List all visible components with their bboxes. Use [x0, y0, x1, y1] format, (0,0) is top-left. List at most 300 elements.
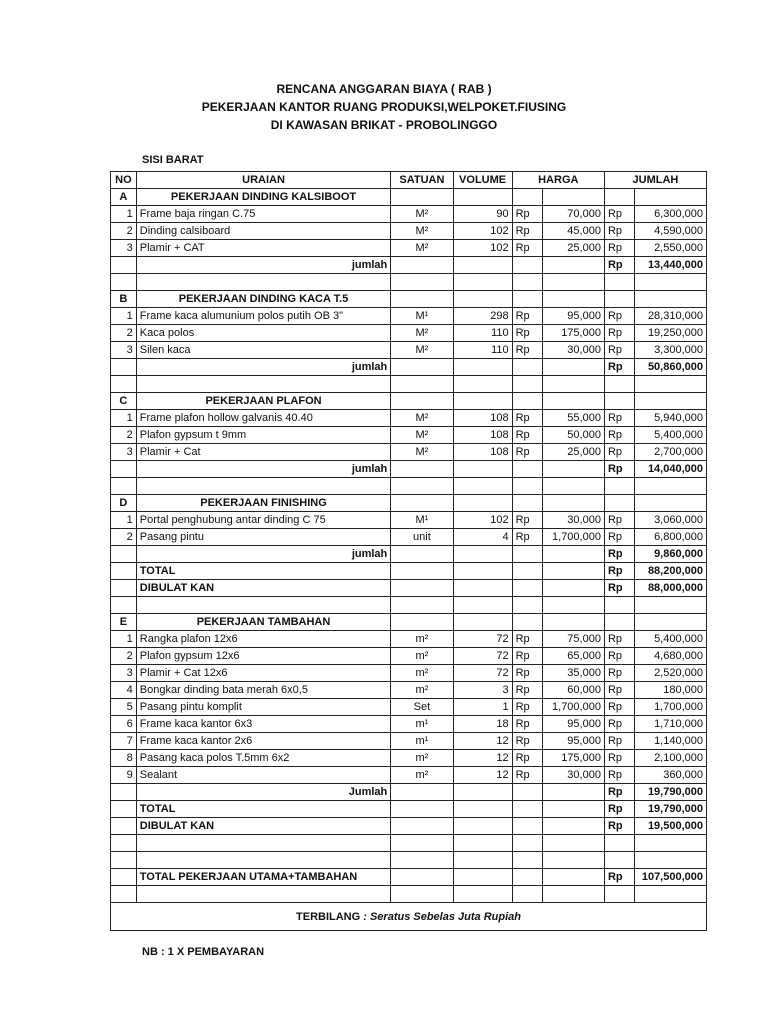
item-harga-currency: Rp: [512, 342, 542, 359]
empty-cell: [391, 495, 453, 512]
empty-cell: [512, 801, 542, 818]
item-jumlah-currency: Rp: [604, 223, 634, 240]
item-volume: 72: [453, 631, 512, 648]
blank-row: [111, 376, 707, 393]
item-satuan: m²: [391, 648, 453, 665]
item-volume: 102: [453, 512, 512, 529]
subtotal-currency: Rp: [604, 784, 634, 801]
item-jumlah-currency: Rp: [604, 427, 634, 444]
section-title: PEKERJAAN DINDING KACA T.5: [136, 291, 391, 308]
item-uraian: Plafon gypsum t 9mm: [136, 427, 391, 444]
item-harga-currency: Rp: [512, 733, 542, 750]
item-no: 3: [111, 240, 137, 257]
item-harga-currency: Rp: [512, 716, 542, 733]
item-uraian: Bongkar dinding bata merah 6x0,5: [136, 682, 391, 699]
empty-cell: [635, 291, 707, 308]
item-volume: 12: [453, 733, 512, 750]
empty-cell: [136, 852, 391, 869]
empty-cell: [453, 359, 512, 376]
total-value: 19,790,000: [635, 801, 707, 818]
total-row: [111, 563, 707, 580]
empty-cell: [635, 189, 707, 206]
item-volume: 12: [453, 767, 512, 784]
section-row: [111, 495, 707, 512]
item-harga: 30,000: [542, 767, 604, 784]
item-harga-currency: Rp: [512, 699, 542, 716]
empty-cell: [453, 886, 512, 903]
item-no: 6: [111, 716, 137, 733]
empty-cell: [604, 393, 634, 410]
item-satuan: M²: [391, 325, 453, 342]
empty-cell: [635, 614, 707, 631]
item-satuan: M²: [391, 410, 453, 427]
table-row: [111, 648, 707, 665]
item-volume: 72: [453, 648, 512, 665]
item-jumlah-currency: Rp: [604, 767, 634, 784]
empty-cell: [512, 291, 542, 308]
item-volume: 108: [453, 410, 512, 427]
item-satuan: m¹: [391, 733, 453, 750]
item-harga-currency: Rp: [512, 410, 542, 427]
empty-cell: [512, 614, 542, 631]
item-no: 3: [111, 665, 137, 682]
empty-cell: [512, 495, 542, 512]
item-jumlah: 180,000: [635, 682, 707, 699]
table-row: [111, 767, 707, 784]
item-no: 1: [111, 410, 137, 427]
section-no: C: [111, 393, 137, 410]
empty-cell: [391, 461, 453, 478]
total-currency: Rp: [604, 563, 634, 580]
empty-cell: [635, 835, 707, 852]
table-row: [111, 682, 707, 699]
empty-cell: [453, 291, 512, 308]
total-value: 107,500,000: [635, 869, 707, 886]
item-harga-currency: Rp: [512, 240, 542, 257]
table-row: [111, 223, 707, 240]
header-jumlah: JUMLAH: [604, 172, 706, 189]
item-no: 1: [111, 512, 137, 529]
total-row: [111, 818, 707, 835]
item-jumlah-currency: Rp: [604, 631, 634, 648]
item-uraian: Sealant: [136, 767, 391, 784]
item-jumlah: 1,140,000: [635, 733, 707, 750]
empty-cell: [453, 546, 512, 563]
item-satuan: m¹: [391, 716, 453, 733]
section-subtitle: SISI BARAT: [142, 154, 204, 166]
item-jumlah: 1,700,000: [635, 699, 707, 716]
table-row: [111, 444, 707, 461]
item-no: 9: [111, 767, 137, 784]
empty-cell: [512, 563, 542, 580]
subtotal-value: 13,440,000: [635, 257, 707, 274]
empty-cell: [604, 189, 634, 206]
item-no: 2: [111, 529, 137, 546]
table-row: [111, 733, 707, 750]
item-uraian: Plafon gypsum 12x6: [136, 648, 391, 665]
item-satuan: M¹: [391, 512, 453, 529]
empty-cell: [635, 376, 707, 393]
item-harga: 35,000: [542, 665, 604, 682]
item-jumlah: 5,940,000: [635, 410, 707, 427]
empty-cell: [604, 886, 634, 903]
empty-cell: [542, 818, 604, 835]
empty-cell: [391, 478, 453, 495]
section-no: B: [111, 291, 137, 308]
item-jumlah: 3,300,000: [635, 342, 707, 359]
empty-cell: [512, 257, 542, 274]
item-uraian: Frame kaca kantor 2x6: [136, 733, 391, 750]
empty-cell: [453, 869, 512, 886]
empty-cell: [512, 376, 542, 393]
empty-cell: [542, 784, 604, 801]
empty-cell: [136, 376, 391, 393]
item-jumlah: 28,310,000: [635, 308, 707, 325]
total-value: 88,000,000: [635, 580, 707, 597]
empty-cell: [542, 546, 604, 563]
empty-cell: [391, 869, 453, 886]
empty-cell: [391, 835, 453, 852]
blank-row: [111, 886, 707, 903]
header-satuan: SATUAN: [391, 172, 453, 189]
header-uraian: URAIAN: [136, 172, 391, 189]
empty-cell: [604, 835, 634, 852]
empty-cell: [542, 835, 604, 852]
total-row: [111, 580, 707, 597]
empty-cell: [512, 461, 542, 478]
empty-cell: [542, 563, 604, 580]
subtotal-currency: Rp: [604, 359, 634, 376]
empty-cell: [512, 189, 542, 206]
empty-cell: [391, 784, 453, 801]
item-no: 8: [111, 750, 137, 767]
empty-cell: [604, 597, 634, 614]
item-harga-currency: Rp: [512, 767, 542, 784]
blank-row: [111, 274, 707, 291]
item-no: 2: [111, 427, 137, 444]
table-body: [111, 189, 707, 903]
item-harga: 1,700,000: [542, 529, 604, 546]
item-jumlah-currency: Rp: [604, 529, 634, 546]
section-no: A: [111, 189, 137, 206]
empty-cell: [512, 274, 542, 291]
item-no: 2: [111, 325, 137, 342]
subtotal-currency: Rp: [604, 461, 634, 478]
item-satuan: M²: [391, 240, 453, 257]
empty-cell: [453, 393, 512, 410]
table-row: [111, 716, 707, 733]
subtotal-label: Jumlah: [136, 784, 391, 801]
total-row: [111, 801, 707, 818]
item-volume: 1: [453, 699, 512, 716]
empty-cell: [391, 189, 453, 206]
empty-cell: [391, 886, 453, 903]
item-volume: 108: [453, 444, 512, 461]
item-jumlah: 3,060,000: [635, 512, 707, 529]
subtotal-value: 14,040,000: [635, 461, 707, 478]
empty-cell: [604, 614, 634, 631]
empty-cell: [111, 376, 137, 393]
empty-cell: [604, 274, 634, 291]
blank-row: [111, 852, 707, 869]
header-harga: HARGA: [512, 172, 604, 189]
item-jumlah-currency: Rp: [604, 699, 634, 716]
subtotal-value: 19,790,000: [635, 784, 707, 801]
empty-cell: [111, 886, 137, 903]
empty-cell: [391, 376, 453, 393]
item-satuan: m²: [391, 767, 453, 784]
item-harga: 45,000: [542, 223, 604, 240]
empty-cell: [111, 274, 137, 291]
item-no: 1: [111, 631, 137, 648]
subtotal-value: 9,860,000: [635, 546, 707, 563]
empty-cell: [453, 257, 512, 274]
empty-cell: [542, 376, 604, 393]
item-volume: 90: [453, 206, 512, 223]
item-volume: 18: [453, 716, 512, 733]
total-label: TOTAL: [136, 801, 391, 818]
item-uraian: Rangka plafon 12x6: [136, 631, 391, 648]
empty-cell: [453, 478, 512, 495]
item-harga-currency: Rp: [512, 648, 542, 665]
item-harga-currency: Rp: [512, 529, 542, 546]
item-uraian: Dinding calsiboard: [136, 223, 391, 240]
total-row: [111, 869, 707, 886]
empty-cell: [542, 393, 604, 410]
item-jumlah: 2,100,000: [635, 750, 707, 767]
item-jumlah: 2,520,000: [635, 665, 707, 682]
item-uraian: Frame baja ringan C.75: [136, 206, 391, 223]
empty-cell: [512, 580, 542, 597]
item-jumlah-currency: Rp: [604, 716, 634, 733]
item-volume: 110: [453, 325, 512, 342]
item-harga: 65,000: [542, 648, 604, 665]
item-harga: 1,700,000: [542, 699, 604, 716]
subtotal-row: [111, 257, 707, 274]
empty-cell: [512, 869, 542, 886]
table-row: [111, 699, 707, 716]
empty-cell: [111, 835, 137, 852]
item-satuan: Set: [391, 699, 453, 716]
empty-cell: [542, 478, 604, 495]
item-satuan: m²: [391, 631, 453, 648]
total-label: TOTAL: [136, 563, 391, 580]
item-harga: 95,000: [542, 733, 604, 750]
empty-cell: [391, 274, 453, 291]
subtotal-label: jumlah: [136, 359, 391, 376]
item-harga: 30,000: [542, 342, 604, 359]
title-line-2: PEKERJAAN KANTOR RUANG PRODUKSI,WELPOKET.FIUSING: [201, 100, 567, 114]
empty-cell: [391, 291, 453, 308]
table-row: [111, 342, 707, 359]
table-row: [111, 512, 707, 529]
empty-cell: [136, 478, 391, 495]
item-volume: 298: [453, 308, 512, 325]
item-jumlah: 2,550,000: [635, 240, 707, 257]
item-uraian: Silen kaca: [136, 342, 391, 359]
item-harga: 50,000: [542, 427, 604, 444]
empty-cell: [136, 886, 391, 903]
empty-cell: [635, 393, 707, 410]
section-title: PEKERJAAN PLAFON: [136, 393, 391, 410]
terbilang-cell: [111, 903, 707, 931]
item-volume: 108: [453, 427, 512, 444]
item-harga-currency: Rp: [512, 631, 542, 648]
item-harga: 175,000: [542, 750, 604, 767]
empty-cell: [111, 563, 137, 580]
item-volume: 110: [453, 342, 512, 359]
subtotal-label: jumlah: [136, 546, 391, 563]
item-jumlah-currency: Rp: [604, 444, 634, 461]
item-satuan: m²: [391, 682, 453, 699]
header-row: [111, 172, 707, 189]
item-no: 2: [111, 223, 137, 240]
item-harga: 70,000: [542, 206, 604, 223]
empty-cell: [391, 852, 453, 869]
item-uraian: Pasang pintu komplit: [136, 699, 391, 716]
title-line-1: RENCANA ANGGARAN BIAYA ( RAB ): [276, 82, 492, 96]
item-jumlah-currency: Rp: [604, 342, 634, 359]
item-jumlah: 19,250,000: [635, 325, 707, 342]
empty-cell: [604, 495, 634, 512]
item-satuan: M²: [391, 342, 453, 359]
item-harga-currency: Rp: [512, 512, 542, 529]
terbilang-value: : Seratus Sebelas Juta Rupiah: [363, 910, 521, 923]
section-row: [111, 614, 707, 631]
empty-cell: [391, 546, 453, 563]
item-jumlah: 1,710,000: [635, 716, 707, 733]
item-uraian: Kaca polos: [136, 325, 391, 342]
item-no: 1: [111, 206, 137, 223]
item-harga: 95,000: [542, 308, 604, 325]
total-currency: Rp: [604, 801, 634, 818]
empty-cell: [111, 580, 137, 597]
empty-cell: [604, 291, 634, 308]
item-jumlah: 6,300,000: [635, 206, 707, 223]
empty-cell: [542, 359, 604, 376]
section-title: PEKERJAAN TAMBAHAN: [136, 614, 391, 631]
section-row: [111, 291, 707, 308]
empty-cell: [111, 359, 137, 376]
empty-cell: [542, 614, 604, 631]
total-label: DIBULAT KAN: [136, 818, 391, 835]
table-row: [111, 427, 707, 444]
item-satuan: M²: [391, 427, 453, 444]
subtotal-row: [111, 784, 707, 801]
empty-cell: [111, 852, 137, 869]
item-uraian: Frame plafon hollow galvanis 40.40: [136, 410, 391, 427]
empty-cell: [111, 461, 137, 478]
item-satuan: M²: [391, 444, 453, 461]
item-uraian: Pasang pintu: [136, 529, 391, 546]
empty-cell: [635, 852, 707, 869]
item-uraian: Frame kaca alumunium polos putih OB 3": [136, 308, 391, 325]
item-jumlah: 5,400,000: [635, 427, 707, 444]
empty-cell: [453, 614, 512, 631]
empty-cell: [542, 580, 604, 597]
empty-cell: [512, 852, 542, 869]
total-currency: Rp: [604, 818, 634, 835]
section-title: PEKERJAAN DINDING KALSIBOOT: [136, 189, 391, 206]
empty-cell: [136, 597, 391, 614]
blank-row: [111, 835, 707, 852]
item-satuan: M²: [391, 206, 453, 223]
item-no: 7: [111, 733, 137, 750]
blank-row: [111, 478, 707, 495]
empty-cell: [604, 852, 634, 869]
empty-cell: [391, 580, 453, 597]
subtotal-currency: Rp: [604, 546, 634, 563]
item-satuan: M²: [391, 223, 453, 240]
empty-cell: [542, 461, 604, 478]
item-harga-currency: Rp: [512, 206, 542, 223]
empty-cell: [453, 274, 512, 291]
item-volume: 12: [453, 750, 512, 767]
terbilang-row: [111, 903, 707, 931]
total-value: 19,500,000: [635, 818, 707, 835]
item-harga: 75,000: [542, 631, 604, 648]
section-no: E: [111, 614, 137, 631]
empty-cell: [453, 580, 512, 597]
empty-cell: [512, 835, 542, 852]
empty-cell: [136, 274, 391, 291]
item-harga: 25,000: [542, 444, 604, 461]
item-satuan: m²: [391, 665, 453, 682]
empty-cell: [512, 393, 542, 410]
empty-cell: [391, 818, 453, 835]
empty-cell: [512, 784, 542, 801]
empty-cell: [453, 784, 512, 801]
total-label: DIBULAT KAN: [136, 580, 391, 597]
document-title: [0, 80, 768, 134]
empty-cell: [512, 818, 542, 835]
empty-cell: [512, 359, 542, 376]
empty-cell: [542, 257, 604, 274]
item-harga-currency: Rp: [512, 665, 542, 682]
empty-cell: [635, 886, 707, 903]
item-no: 5: [111, 699, 137, 716]
item-jumlah: 5,400,000: [635, 631, 707, 648]
item-no: 4: [111, 682, 137, 699]
empty-cell: [453, 597, 512, 614]
empty-cell: [635, 478, 707, 495]
item-volume: 4: [453, 529, 512, 546]
table-row: [111, 631, 707, 648]
terbilang-label: TERBILANG: [296, 910, 361, 923]
item-jumlah: 6,800,000: [635, 529, 707, 546]
item-jumlah: 2,700,000: [635, 444, 707, 461]
empty-cell: [453, 801, 512, 818]
empty-cell: [453, 852, 512, 869]
item-harga-currency: Rp: [512, 444, 542, 461]
item-volume: 102: [453, 223, 512, 240]
empty-cell: [391, 597, 453, 614]
empty-cell: [453, 376, 512, 393]
item-uraian: Pasang kaca polos T.5mm 6x2: [136, 750, 391, 767]
empty-cell: [542, 801, 604, 818]
subtotal-row: [111, 359, 707, 376]
item-uraian: Plamir + Cat 12x6: [136, 665, 391, 682]
empty-cell: [542, 852, 604, 869]
empty-cell: [604, 376, 634, 393]
item-jumlah-currency: Rp: [604, 325, 634, 342]
item-satuan: M¹: [391, 308, 453, 325]
item-jumlah-currency: Rp: [604, 682, 634, 699]
subtotal-label: jumlah: [136, 461, 391, 478]
table-row: [111, 240, 707, 257]
total-currency: Rp: [604, 869, 634, 886]
item-harga: 95,000: [542, 716, 604, 733]
